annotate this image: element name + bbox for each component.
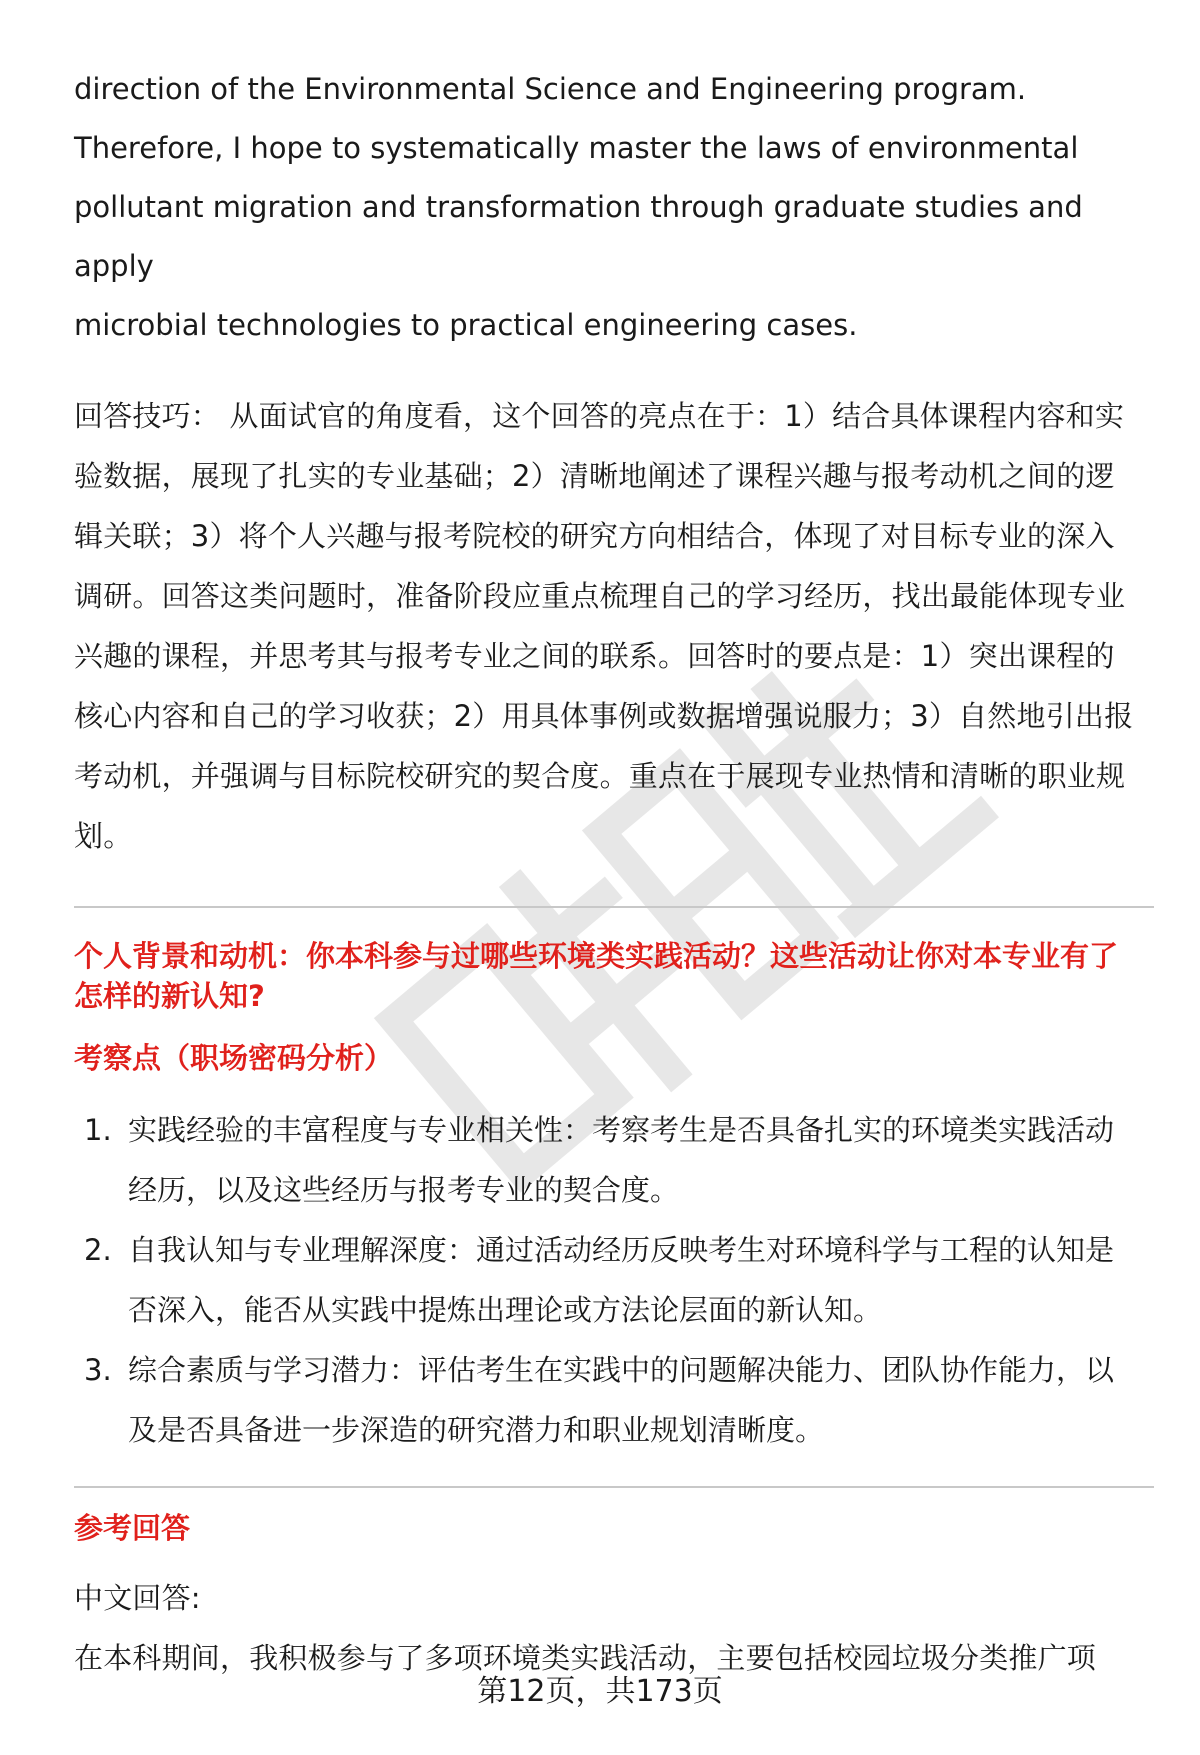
question-line: 个人背景和动机：你本科参与过哪些环境类实践活动？这些活动让你对本专业有了 — [74, 939, 1119, 973]
tips-paragraph — [74, 386, 1154, 866]
reference-subheading: 中文回答: — [74, 1581, 201, 1615]
list-number: 3. — [84, 1353, 112, 1387]
text-line: Therefore, I hope to systematically master the laws of environmental — [74, 131, 1079, 165]
list-item — [74, 1100, 1154, 1220]
question-heading — [74, 936, 1154, 1016]
text-line: 划。 — [74, 819, 133, 853]
list-number: 2. — [84, 1233, 112, 1267]
list-text-line: 综合素质与学习潜力：评估考生在实践中的问题解决能力、团队协作能力，以 — [128, 1353, 1115, 1387]
list-item — [74, 1340, 1154, 1460]
intro-paragraph — [74, 60, 1154, 355]
document-page — [74, 60, 1154, 1688]
analysis-list — [74, 1100, 1154, 1460]
analysis-heading: 考察点（职场密码分析） — [74, 1041, 394, 1075]
text-line: direction of the Environmental Science and Engineering program. — [74, 72, 1027, 106]
text-line: 辑关联；3）将个人兴趣与报考院校的研究方向相结合，体现了对目标专业的深入 — [74, 519, 1115, 553]
text-line: pollutant migration and transformation through graduate studies and apply — [74, 190, 1083, 283]
list-item — [74, 1220, 1154, 1340]
text-line: 回答技巧： 从面试官的角度看，这个回答的亮点在于：1）结合具体课程内容和实 — [74, 399, 1125, 433]
question-line: 怎样的新认知? — [74, 979, 265, 1013]
list-text-line: 经历，以及这些经历与报考专业的契合度。 — [128, 1173, 680, 1207]
text-line: 核心内容和自己的学习收获；2）用具体事例或数据增强说服力；3）自然地引出报 — [74, 699, 1134, 733]
list-text-line: 实践经验的丰富程度与专业相关性：考察考生是否具备扎实的环境类实践活动 — [128, 1113, 1115, 1147]
list-number: 1. — [84, 1113, 112, 1147]
text-line: 考动机，并强调与目标院校研究的契合度。重点在于展现专业热情和清晰的职业规 — [74, 759, 1126, 793]
text-line: 验数据，展现了扎实的专业基础；2）清晰地阐述了课程兴趣与报考动机之间的逻 — [74, 459, 1115, 493]
list-text-line: 自我认知与专业理解深度：通过活动经历反映考生对环境科学与工程的认知是 — [128, 1233, 1115, 1267]
text-line: 兴趣的课程，并思考其与报考专业之间的联系。回答时的要点是：1）突出课程的 — [74, 639, 1115, 673]
list-text-line: 否深入，能否从实践中提炼出理论或方法论层面的新认知。 — [128, 1293, 883, 1327]
text-line: microbial technologies to practical engineering cases. — [74, 308, 858, 342]
reference-first-line: 在本科期间，我积极参与了多项环境类实践活动，主要包括校园垃圾分类推广项 — [74, 1641, 1097, 1675]
page-number: 第12页，共173页 — [477, 1674, 723, 1709]
text-line: 调研。回答这类问题时，准备阶段应重点梳理自己的学习经历，找出最能体现专业 — [74, 579, 1126, 613]
reference-heading: 参考回答 — [74, 1511, 191, 1545]
list-text-line: 及是否具备进一步深造的研究潜力和职业规划清晰度。 — [128, 1413, 825, 1447]
